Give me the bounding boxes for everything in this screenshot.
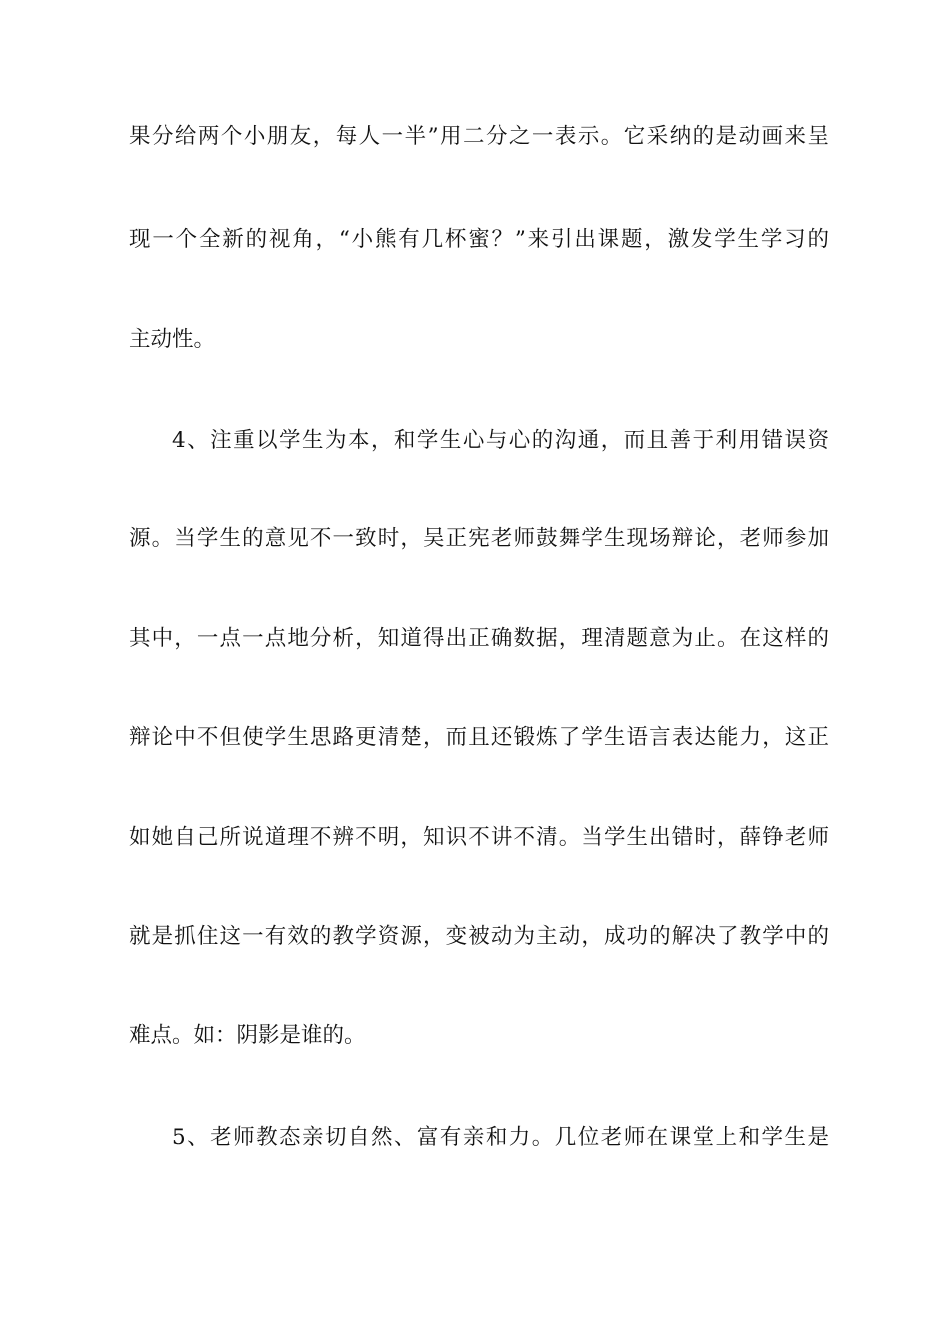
- text-line: 如她自己所说道理不辨不明，知识不讲不清。当学生出错时，薛铮老师: [129, 825, 829, 850]
- text-line: 辩论中不但使学生思路更清楚，而且还锻炼了学生语言表达能力，这正: [129, 725, 829, 750]
- text-line: 就是抓住这一有效的教学资源，变被动为主动，成功的解决了教学中的: [129, 924, 829, 949]
- paragraph-start-line: 4、注重以学生为本，和学生心与心的沟通，而且善于利用错误资: [172, 428, 829, 453]
- paragraph-start-line: 5、老师教态亲切自然、富有亲和力。几位老师在课堂上和学生是: [172, 1125, 829, 1150]
- text-line: 难点。如：阴影是谁的。: [129, 1023, 366, 1048]
- text-line: 果分给两个小朋友，每人一半”用二分之一表示。它采纳的是动画来呈: [129, 124, 829, 149]
- text-line: 其中，一点一点地分析，知道得出正确数据，理清题意为止。在这样的: [129, 626, 829, 651]
- text-line: 源。当学生的意见不一致时，吴正宪老师鼓舞学生现场辩论，老师参加: [129, 526, 829, 551]
- text-line: 现一个全新的视角，“小熊有几杯蜜？”来引出课题，激发学生学习的: [129, 227, 829, 252]
- text-line: 主动性。: [129, 327, 216, 352]
